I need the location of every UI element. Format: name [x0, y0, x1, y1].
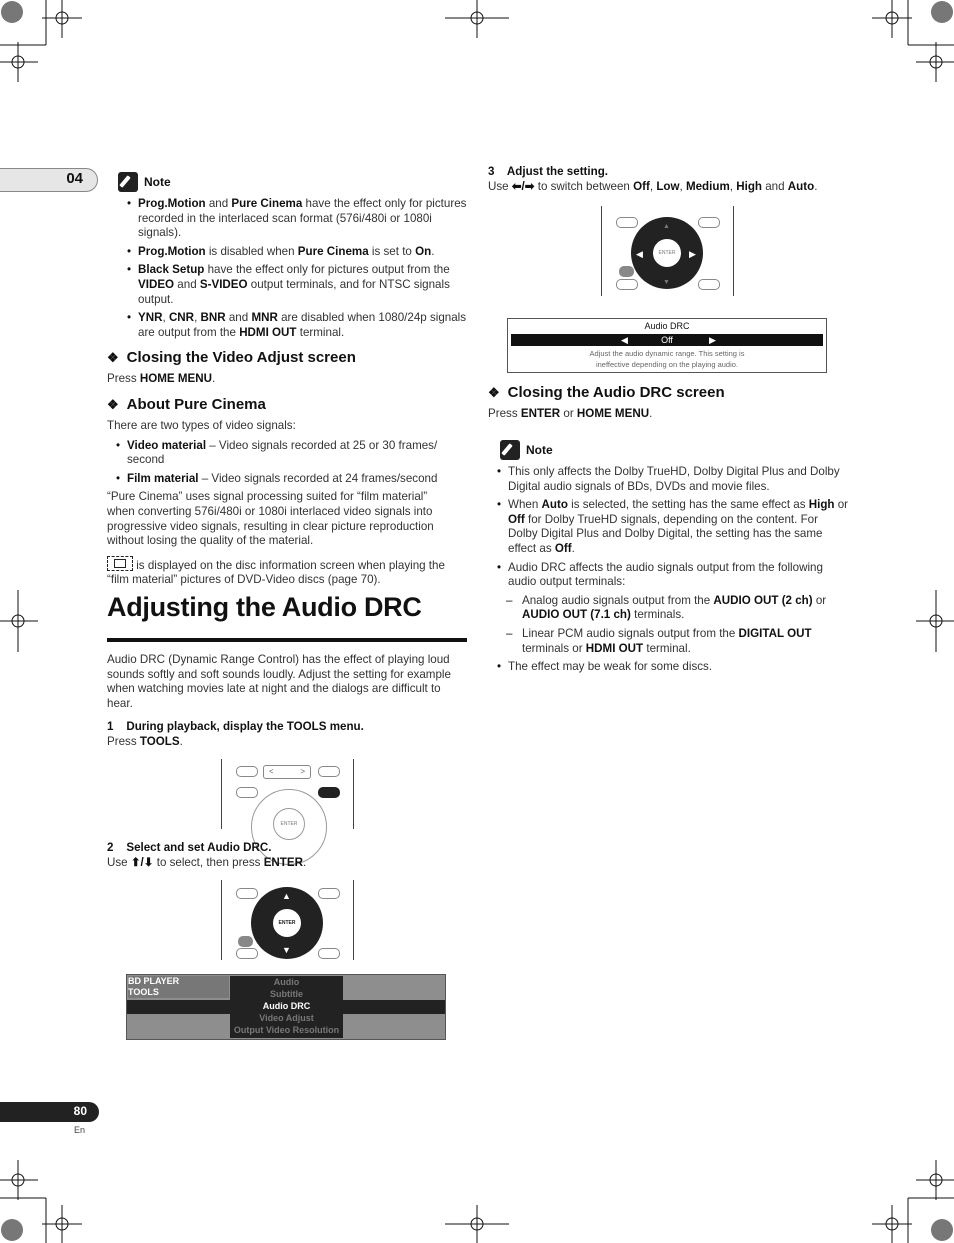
remote-button — [616, 279, 638, 290]
right-arrow-icon: > — [300, 767, 305, 776]
signal-type-list — [107, 439, 457, 487]
enter-button: ENTER — [272, 908, 302, 938]
tools-button — [318, 787, 340, 798]
remote-button — [236, 888, 258, 899]
return-button — [318, 948, 340, 959]
step-1-text: Press TOOLS. — [107, 734, 183, 748]
remote-button — [698, 217, 720, 228]
section-heading-closing-video: ❖ Closing the Video Adjust screen — [107, 349, 356, 366]
remote-button — [619, 266, 634, 277]
chapter-tab — [0, 168, 98, 192]
list-item: • Film material – Video signals recorded at 24 frames/second — [107, 472, 457, 487]
audio-drc-setting-screen — [507, 318, 827, 373]
remote-arrow-pad — [263, 765, 311, 779]
tools-menu-selection-band — [343, 1000, 445, 1014]
remote-illustration-updown — [221, 880, 354, 960]
left-arrow-icon: < — [269, 767, 274, 776]
up-arrow-icon: ▲ — [663, 223, 670, 230]
audio-drc-value: Off — [661, 335, 673, 345]
tools-menu-screen — [126, 974, 446, 1040]
sub-list-item: – Linear PCM audio signals output from the DIGITAL OUT terminals or HDMI OUT terminal. — [498, 627, 850, 656]
step-3-text: Use ⬅/➡ to switch between Off, Low, Medium, High and Auto. — [488, 179, 818, 193]
page-number-tab — [0, 1102, 99, 1122]
tools-menu-item-audio[interactable]: Audio — [273, 977, 300, 987]
list-item: • Audio DRC affects the audio signals output from the following audio output terminals: – Analog audio signals output from the AUDIO OUT (2 ch) or AUDIO OUT (7.1 ch) terminals. – Linear PCM audio signals output from the DIGITAL OUT terminals or HDMI OUT terminal. — [488, 561, 850, 657]
page-number: 80 — [73, 1104, 87, 1118]
pencil-icon — [500, 440, 520, 460]
list-item: • Prog.Motion and Pure Cinema have the effect only for pictures recorded in the interlaced scan format (576i/480i or 1080i signals). — [118, 197, 468, 241]
diamond-icon: ❖ — [107, 350, 119, 365]
section-heading-closing-drc: ❖ Closing the Audio DRC screen — [488, 384, 725, 401]
title-rule — [107, 638, 467, 642]
pure-cinema-body — [107, 419, 457, 588]
enter-button: ENTER — [652, 238, 682, 268]
remote-button — [616, 217, 638, 228]
film-icon — [107, 556, 133, 571]
right-arrow-icon: ▶ — [689, 249, 696, 259]
list-item: • Black Setup have the effect only for pictures output from the VIDEO and S-VIDEO output terminals, and for NTSC signals output. — [118, 263, 468, 307]
language-label: En — [74, 1125, 86, 1135]
left-note — [118, 172, 468, 344]
page-title: Adjusting the Audio DRC — [107, 592, 422, 622]
closing-drc-text: Press ENTER or HOME MENU. — [488, 407, 653, 420]
return-button — [698, 279, 720, 290]
note-list — [488, 465, 850, 675]
note-heading — [500, 440, 850, 460]
diamond-icon: ❖ — [107, 397, 119, 412]
closing-video-text: Press HOME MENU. — [107, 372, 216, 385]
remote-button — [318, 766, 340, 777]
remote-button — [236, 948, 258, 959]
pencil-icon — [118, 172, 138, 192]
up-down-arrow-icon: ⬆/⬇ — [130, 855, 154, 869]
tools-menu-selection-band — [127, 1000, 230, 1014]
diamond-icon: ❖ — [488, 385, 500, 400]
tools-menu-item-output-video-resolution[interactable]: Output Video Resolution — [233, 1025, 340, 1035]
down-arrow-icon: ▼ — [282, 945, 291, 955]
note-title: Note — [144, 174, 171, 189]
note-title: Note — [526, 442, 553, 457]
tools-menu-item-audio-drc[interactable]: Audio DRC — [262, 1001, 311, 1011]
left-right-arrow-icon: ⬅/➡ — [511, 179, 535, 193]
up-arrow-icon: ▲ — [282, 891, 291, 901]
list-item: • Prog.Motion is disabled when Pure Cinema is set to On. — [118, 245, 468, 260]
pure-cinema-icon-text: is displayed on the disc information screen when playing the “film material” pictures of DVD-Video discs (page 70). — [107, 556, 457, 588]
tools-menu-item-video-adjust[interactable]: Video Adjust — [259, 1013, 314, 1023]
step-1 — [107, 720, 364, 749]
remote-button — [238, 936, 253, 947]
step-2-heading: 2 Select and set Audio DRC. — [107, 841, 272, 854]
right-arrow-icon[interactable]: ▶ — [709, 335, 716, 345]
chapter-number: 04 — [66, 170, 83, 187]
step-2 — [107, 841, 306, 870]
note-heading — [118, 172, 468, 192]
intro-paragraph: Audio DRC (Dynamic Range Control) has the effect of playing loud sounds softly and soft sounds loudly. Adjust the setting for example when watching movies late at night and the dialogs are difficult to hear. — [107, 653, 451, 710]
tools-menu-title: BD PLAYER TOOLS — [128, 976, 229, 998]
list-item: • This only affects the Dolby TrueHD, Dolby Digital Plus and Dolby Digital audio signals of BDs, DVDs and movie files. — [488, 465, 850, 494]
audio-drc-value-bar[interactable] — [511, 334, 823, 346]
step-1-heading: 1 During playback, display the TOOLS menu. — [107, 720, 364, 733]
remote-illustration-leftright — [601, 206, 734, 296]
audio-drc-help: Adjust the audio dynamic range. This setting is ineffective depending on the playing audio. — [589, 349, 745, 369]
step-3-heading: 3 Adjust the setting. — [488, 165, 609, 178]
note-list — [118, 197, 468, 340]
section-heading-pure-cinema: ❖ About Pure Cinema — [107, 396, 266, 413]
tools-menu-list — [230, 976, 343, 1038]
pure-cinema-paragraph: “Pure Cinema” uses signal processing suited for “film material” when converting 576i/480i or 1080i interlaced video signals into progressive video signals, resulting in clear picture reproduction without losing the quality of the material. — [107, 490, 434, 548]
remote-button — [236, 766, 258, 777]
left-arrow-icon: ◀ — [636, 249, 643, 259]
sub-list-item: – Analog audio signals output from the AUDIO OUT (2 ch) or AUDIO OUT (7.1 ch) terminals. — [498, 594, 850, 623]
down-arrow-icon: ▼ — [663, 279, 670, 286]
left-arrow-icon[interactable]: ◀ — [621, 335, 628, 345]
pure-cinema-intro: There are two types of video signals: — [107, 419, 296, 432]
list-item: • YNR, CNR, BNR and MNR are disabled when 1080/24p signals are output from the HDMI OUT terminal. — [118, 311, 468, 340]
right-note — [498, 440, 850, 679]
step-3 — [488, 165, 858, 194]
step-2-text: Use ⬆/⬇ to select, then press ENTER. — [107, 855, 307, 869]
audio-drc-title: Audio DRC — [644, 321, 690, 331]
list-item: • The effect may be weak for some discs. — [488, 660, 850, 675]
remote-button — [236, 787, 258, 798]
enter-button: ENTER — [273, 808, 305, 840]
tools-menu-item-subtitle[interactable]: Subtitle — [270, 989, 303, 999]
remote-illustration-tools — [221, 759, 354, 829]
remote-button — [318, 888, 340, 899]
list-item: • When Auto is selected, the setting has the same effect as High or Off for Dolby TrueHD signals, depending on the content. For Dolby Digital Plus and Dolby Digital, the setting has the same effect as Off. — [488, 498, 850, 556]
list-item: • Video material – Video signals recorded at 25 or 30 frames/ second — [107, 439, 457, 468]
sub-list — [498, 594, 850, 656]
